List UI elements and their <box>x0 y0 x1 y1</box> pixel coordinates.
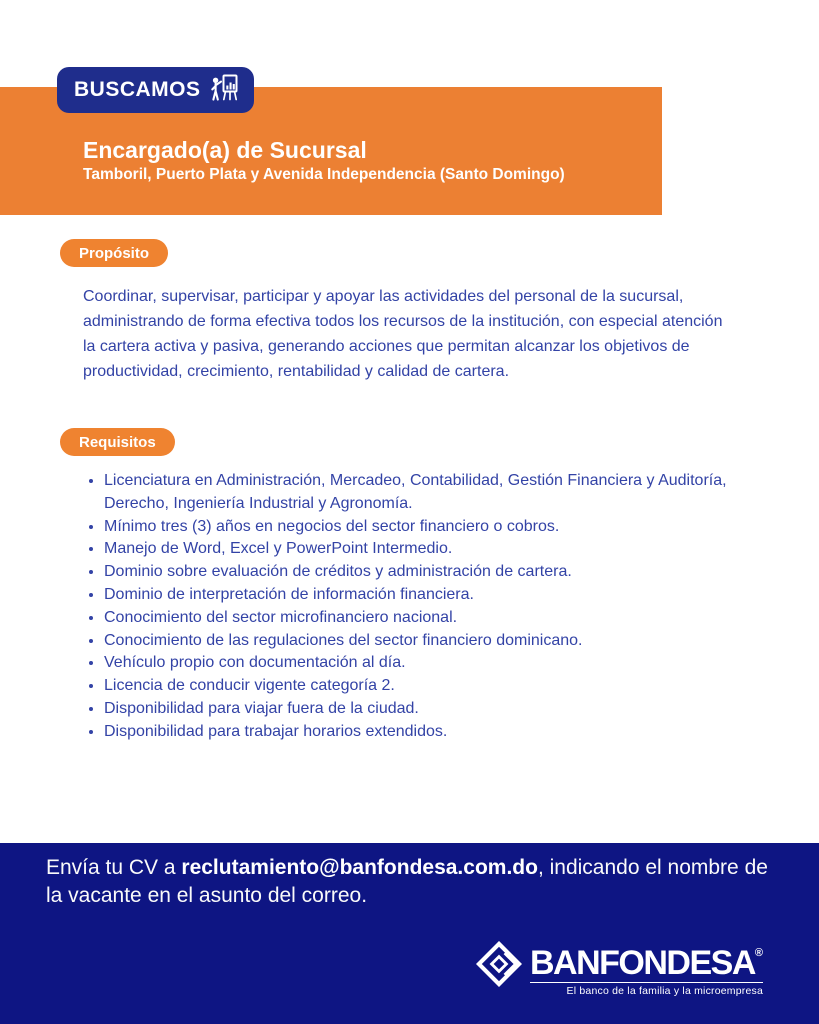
purpose-text: Coordinar, supervisar, participar y apoyar las actividades del personal de la sucursal, administrando de forma efectiva todos los recursos de la institución, con especial atención la cartera activa y pasiva, generando acciones que permitan alcanzar los objetivos de productividad, crecimiento, rentabilidad y calidad de cartera. <box>83 288 723 380</box>
requirement-item: • Disponibilidad para viajar fuera de la ciudad. <box>104 698 738 721</box>
banfondesa-logo <box>476 935 763 997</box>
requirement-item: • Dominio sobre evaluación de créditos y administración de cartera. <box>104 561 738 584</box>
logo-wordmark <box>530 935 763 981</box>
purpose-pill: Propósito <box>60 239 168 267</box>
requirement-item: • Licencia de conducir vigente categoría 2. <box>104 675 738 698</box>
requirement-item: • Mínimo tres (3) años en negocios del sector financiero o cobros. <box>104 516 738 539</box>
requirement-item: • Disponibilidad para trabajar horarios extendidos. <box>104 721 738 744</box>
requirement-item: • Licenciatura en Administración, Mercadeo, Contabilidad, Gestión Financiera y Auditoría, Derecho, Ingeniería Industrial y Agronomía. <box>104 470 738 516</box>
registered-mark: ® <box>754 947 764 959</box>
requirements-pill: Requisitos <box>60 428 175 456</box>
job-title: Encargado(a) de Sucursal <box>83 137 367 163</box>
cv-instructions <box>46 854 771 910</box>
logo-name: BANFONDESA <box>530 944 755 982</box>
requirement-item: • Dominio de interpretación de información financiera. <box>104 584 738 607</box>
requirement-item: • Conocimiento del sector microfinanciero nacional. <box>104 607 738 630</box>
email-link[interactable]: reclutamiento@banfondesa.com.do <box>181 856 538 879</box>
footer <box>0 843 819 1024</box>
requirement-item: • Vehículo propio con documentación al día. <box>104 652 738 675</box>
requirement-item: • Conocimiento de las regulaciones del sector financiero dominicano. <box>104 630 738 653</box>
buscamos-badge <box>57 67 254 113</box>
requirements-list <box>83 470 738 744</box>
requirement-item: • Manejo de Word, Excel y PowerPoint Intermedio. <box>104 538 738 561</box>
diamond-icon <box>476 941 522 992</box>
cv-text-before: Envía tu CV a <box>46 856 182 879</box>
logo-text-block <box>530 935 763 997</box>
cv-text-after: , indicando el nombre de la vacante en el asunto del correo. <box>46 856 768 907</box>
buscamos-label: BUSCAMOS <box>74 78 201 101</box>
job-locations: Tamboril, Puerto Plata y Avenida Independencia (Santo Domingo) <box>83 166 565 183</box>
presenter-easel-icon <box>210 74 240 106</box>
logo-tagline: El banco de la familia y la microempresa <box>530 982 763 997</box>
